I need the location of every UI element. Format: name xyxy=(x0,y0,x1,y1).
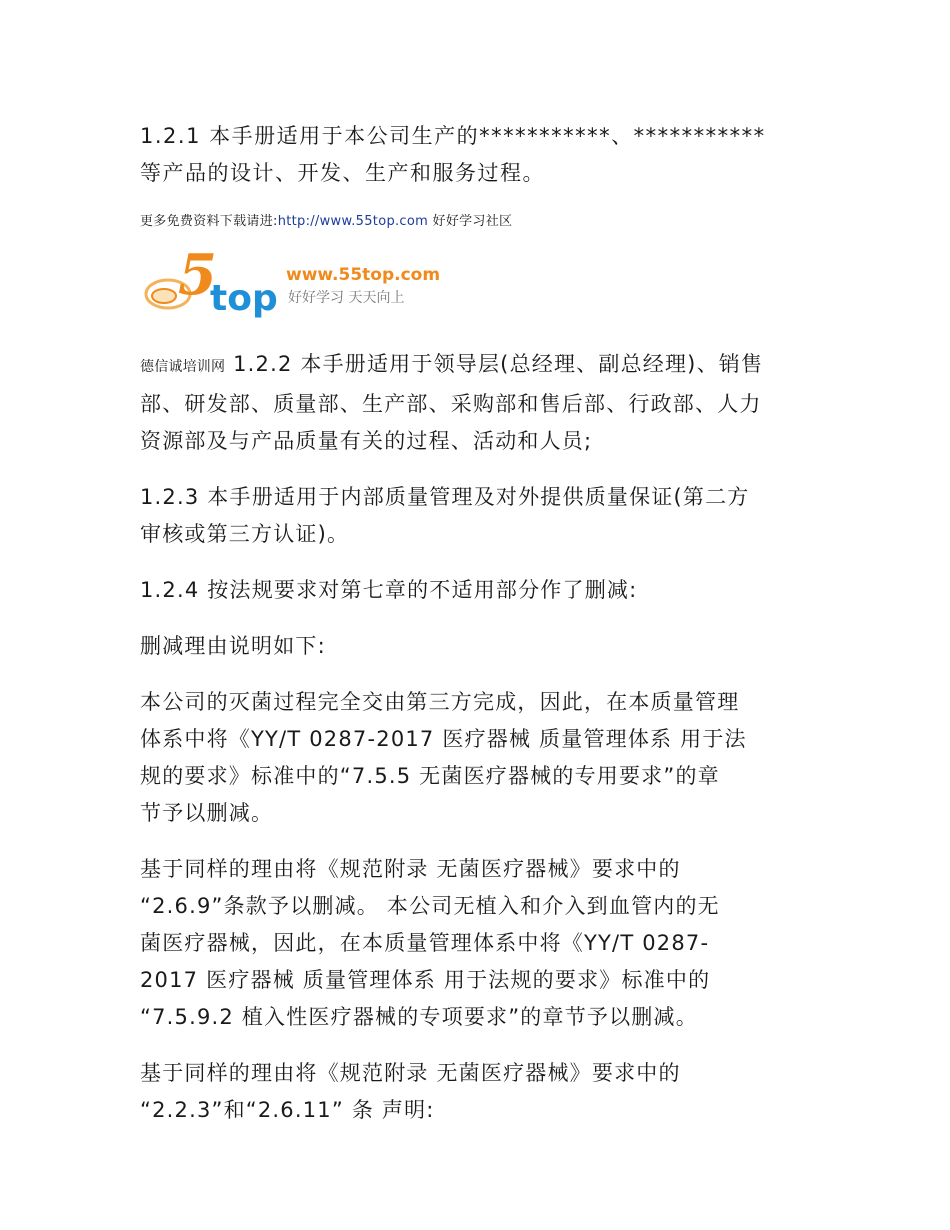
paragraph-1-2-3 xyxy=(140,479,820,553)
text-line: 体系中将《YY/T 0287-2017 医疗器械 质量管理体系 用于法 xyxy=(140,727,747,751)
text-line: 菌医疗器械，因此，在本质量管理体系中将《YY/T 0287- xyxy=(140,931,710,955)
text-line: 1.2.1 本手册适用于本公司生产的***********、*********** xyxy=(140,124,766,148)
paragraph-implant xyxy=(140,851,820,1036)
site-logo[interactable] xyxy=(140,244,450,324)
paragraph-1-2-4 xyxy=(140,572,820,609)
text-line: “7.5.9.2 植入性医疗器械的专项要求”的章节予以删减。 xyxy=(140,1005,698,1029)
paragraph-reason-heading xyxy=(140,628,820,665)
paragraph-sterilization xyxy=(140,684,820,832)
logo-slogan: 好好学习 天天向上 xyxy=(288,290,405,306)
promo-link[interactable]: http://www.55top.com xyxy=(277,214,429,229)
text-line: 删减理由说明如下: xyxy=(140,634,326,658)
logo-five: 5 xyxy=(178,244,217,308)
text-line: 1.2.3 本手册适用于内部质量管理及对外提供质量保证(第二方 xyxy=(140,485,750,509)
text-line: 1.2.4 按法规要求对第七章的不适用部分作了删减: xyxy=(140,578,638,602)
text-line: “2.2.3”和“2.6.11” 条 声明: xyxy=(140,1098,435,1122)
logo-graphic xyxy=(140,244,450,324)
text-line: 等产品的设计、开发、生产和服务过程。 xyxy=(140,161,545,185)
document-body xyxy=(140,118,820,1129)
paragraph-declaration xyxy=(140,1055,820,1129)
promo-line xyxy=(140,212,820,232)
text-line: 1.2.2 本手册适用于领导层(总经理、副总经理)、销售 xyxy=(225,352,764,376)
text-line: 部、研发部、质量部、生产部、采购部和售后部、行政部、人力 xyxy=(140,392,762,416)
text-line: 基于同样的理由将《规范附录 无菌医疗器械》要求中的 xyxy=(140,857,681,881)
text-line: 基于同样的理由将《规范附录 无菌医疗器械》要求中的 xyxy=(140,1061,681,1085)
logo-top: top xyxy=(210,278,278,319)
logo-swirl-inner xyxy=(152,289,176,303)
promo-prefix: 更多免费资料下载请进: xyxy=(140,214,278,229)
logo-url: www.55top.com xyxy=(286,265,441,285)
text-line: 规的要求》标准中的“7.5.5 无菌医疗器械的专用要求”的章 xyxy=(140,764,720,788)
text-line: “2.6.9”条款予以删减。 本公司无植入和介入到血管内的无 xyxy=(140,894,720,918)
text-line: 本公司的灭菌过程完全交由第三方完成，因此，在本质量管理 xyxy=(140,690,740,714)
text-line: 资源部及与产品质量有关的过程、活动和人员; xyxy=(140,429,593,453)
text-line: 2017 医疗器械 质量管理体系 用于法规的要求》标准中的 xyxy=(140,968,711,992)
text-line: 审核或第三方认证)。 xyxy=(140,522,350,546)
paragraph-1-2-2 xyxy=(140,346,820,460)
paragraph-1-2-1 xyxy=(140,118,820,192)
text-line: 节予以删减。 xyxy=(140,801,274,825)
site-name-prefix: 德信诚培训网 xyxy=(140,359,226,375)
promo-suffix: 好好学习社区 xyxy=(428,214,513,229)
